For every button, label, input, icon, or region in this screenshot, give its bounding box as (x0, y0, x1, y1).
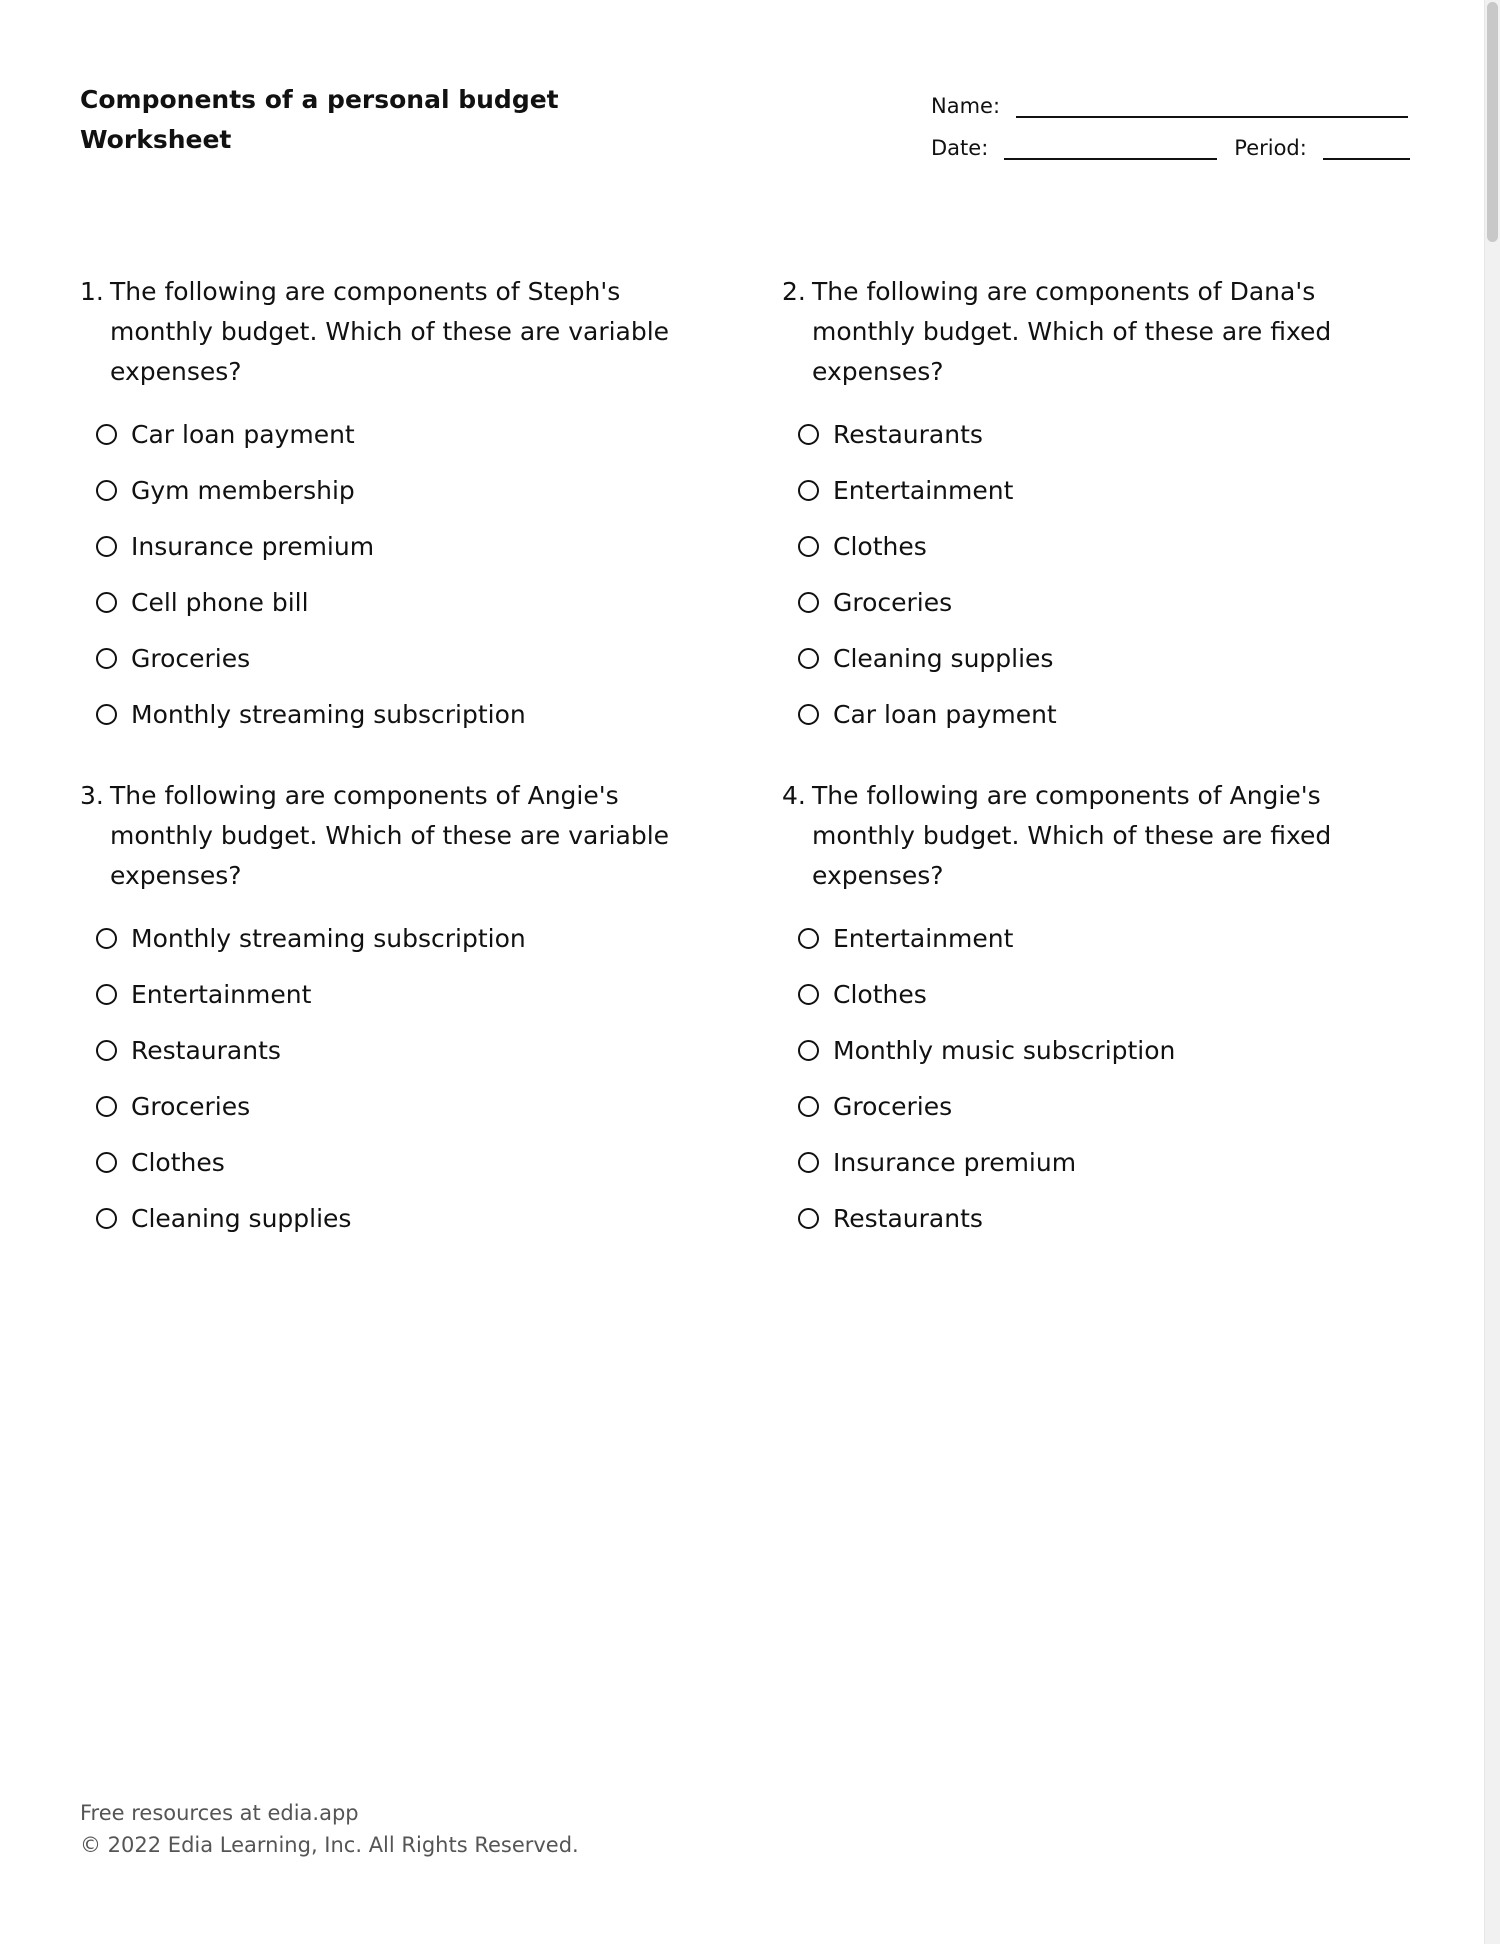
date-line[interactable] (1004, 134, 1217, 160)
date-label: Date: (931, 136, 989, 160)
radio-circle-icon[interactable] (96, 536, 117, 557)
question-text: The following are components of Angie's monthly budget. Which of these are fixed expenses? (812, 781, 1332, 890)
question-2 (782, 272, 1382, 742)
radio-circle-icon[interactable] (798, 424, 819, 445)
question-text: The following are components of Angie's monthly budget. Which of these are variable expenses? (110, 781, 670, 890)
answer-option[interactable] (80, 966, 680, 1022)
question-number: 3. (80, 781, 104, 810)
footer-copyright-text: © 2022 Edia Learning, Inc. All Rights Reserved. (80, 1833, 579, 1857)
answer-option[interactable] (782, 966, 1382, 1022)
answer-option[interactable] (782, 518, 1382, 574)
radio-circle-icon[interactable] (96, 480, 117, 501)
radio-circle-icon[interactable] (96, 424, 117, 445)
option-label: Monthly streaming subscription (131, 923, 526, 953)
answer-option[interactable] (782, 1078, 1382, 1134)
title-line-2: Worksheet (80, 125, 232, 154)
radio-circle-icon[interactable] (96, 1208, 117, 1229)
answer-options (782, 910, 1382, 1246)
date-period-row (931, 134, 1410, 160)
radio-circle-icon[interactable] (798, 536, 819, 557)
question-prompt (782, 776, 1382, 896)
option-label: Clothes (833, 531, 927, 561)
option-label: Monthly music subscription (833, 1035, 1176, 1065)
question-number: 2. (782, 277, 806, 306)
radio-circle-icon[interactable] (96, 1040, 117, 1061)
option-label: Groceries (131, 1091, 251, 1121)
radio-circle-icon[interactable] (798, 1152, 819, 1173)
question-1 (80, 272, 680, 742)
footer-resources-text: Free resources at edia.app (80, 1801, 359, 1825)
option-label: Clothes (131, 1147, 225, 1177)
radio-circle-icon[interactable] (96, 984, 117, 1005)
question-text: The following are components of Dana's monthly budget. Which of these are fixed expenses? (812, 277, 1332, 386)
option-label: Groceries (131, 643, 251, 673)
option-label: Entertainment (131, 979, 312, 1009)
answer-option[interactable] (80, 630, 680, 686)
answer-option[interactable] (80, 462, 680, 518)
answer-option[interactable] (80, 1022, 680, 1078)
option-label: Monthly streaming subscription (131, 699, 526, 729)
question-text: The following are components of Steph's monthly budget. Which of these are variable expenses? (110, 277, 670, 386)
option-label: Insurance premium (833, 1147, 1077, 1177)
radio-circle-icon[interactable] (96, 1152, 117, 1173)
answer-options (80, 910, 680, 1246)
period-label: Period: (1234, 136, 1307, 160)
option-label: Groceries (833, 587, 953, 617)
option-label: Restaurants (833, 1203, 983, 1233)
answer-option[interactable] (782, 1134, 1382, 1190)
radio-circle-icon[interactable] (798, 1096, 819, 1117)
answer-option[interactable] (80, 686, 680, 742)
answer-option[interactable] (782, 686, 1382, 742)
radio-circle-icon[interactable] (96, 1096, 117, 1117)
question-prompt (782, 272, 1382, 392)
option-label: Entertainment (833, 475, 1014, 505)
radio-circle-icon[interactable] (96, 704, 117, 725)
radio-circle-icon[interactable] (798, 928, 819, 949)
radio-circle-icon[interactable] (96, 928, 117, 949)
option-label: Restaurants (833, 419, 983, 449)
answer-option[interactable] (80, 574, 680, 630)
radio-circle-icon[interactable] (798, 1040, 819, 1061)
answer-options (80, 406, 680, 742)
answer-option[interactable] (80, 1078, 680, 1134)
worksheet-title (80, 80, 559, 160)
option-label: Cleaning supplies (833, 643, 1054, 673)
option-label: Restaurants (131, 1035, 281, 1065)
option-label: Car loan payment (131, 419, 355, 449)
radio-circle-icon[interactable] (798, 1208, 819, 1229)
question-prompt (80, 776, 680, 896)
answer-option[interactable] (80, 518, 680, 574)
footer (80, 1797, 579, 1861)
radio-circle-icon[interactable] (798, 984, 819, 1005)
question-prompt (80, 272, 680, 392)
answer-option[interactable] (80, 1134, 680, 1190)
answer-option[interactable] (782, 406, 1382, 462)
answer-option[interactable] (782, 1190, 1382, 1246)
vertical-scrollbar[interactable] (1484, 0, 1500, 1944)
radio-circle-icon[interactable] (798, 648, 819, 669)
radio-circle-icon[interactable] (798, 704, 819, 725)
question-3 (80, 776, 680, 1246)
scrollbar-thumb[interactable] (1487, 2, 1498, 242)
option-label: Car loan payment (833, 699, 1057, 729)
radio-circle-icon[interactable] (798, 592, 819, 613)
option-label: Entertainment (833, 923, 1014, 953)
answer-option[interactable] (80, 1190, 680, 1246)
period-line[interactable] (1323, 134, 1410, 160)
answer-option[interactable] (782, 462, 1382, 518)
title-line-1: Components of a personal budget (80, 85, 559, 114)
option-label: Insurance premium (131, 531, 375, 561)
answer-option[interactable] (80, 910, 680, 966)
question-number: 4. (782, 781, 806, 810)
question-number: 1. (80, 277, 104, 306)
radio-circle-icon[interactable] (96, 592, 117, 613)
option-label: Gym membership (131, 475, 355, 505)
name-line[interactable] (1016, 92, 1408, 118)
answer-option[interactable] (782, 574, 1382, 630)
option-label: Groceries (833, 1091, 953, 1121)
answer-option[interactable] (782, 630, 1382, 686)
answer-option[interactable] (782, 910, 1382, 966)
answer-options (782, 406, 1382, 742)
question-4 (782, 776, 1382, 1246)
name-row (931, 92, 1408, 118)
option-label: Cleaning supplies (131, 1203, 352, 1233)
name-label: Name: (931, 94, 1001, 118)
option-label: Clothes (833, 979, 927, 1009)
answer-option[interactable] (782, 1022, 1382, 1078)
answer-option[interactable] (80, 406, 680, 462)
radio-circle-icon[interactable] (798, 480, 819, 501)
option-label: Cell phone bill (131, 587, 309, 617)
radio-circle-icon[interactable] (96, 648, 117, 669)
